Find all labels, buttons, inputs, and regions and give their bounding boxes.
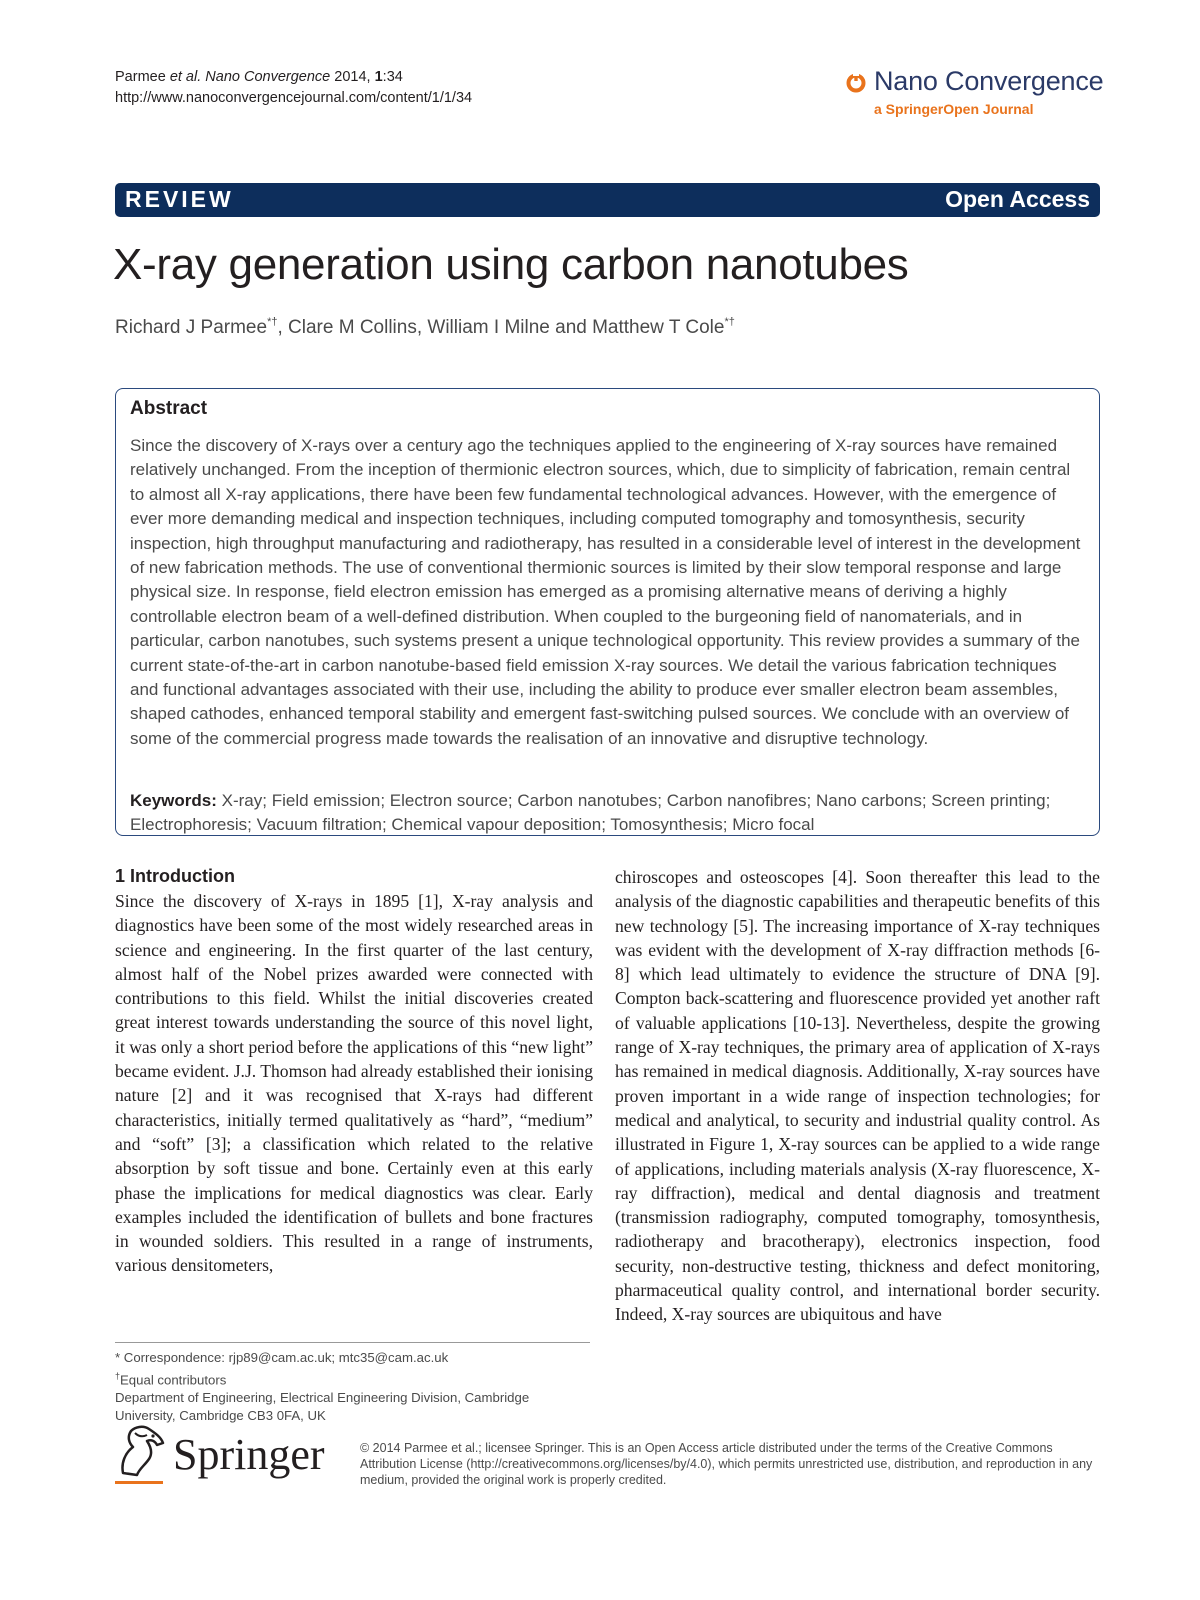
footnote-divider bbox=[115, 1342, 590, 1343]
springeropen-ring-icon bbox=[846, 73, 866, 93]
authors-middle: , Clare M Collins, William I Milne and Matthew T Cole bbox=[277, 317, 725, 338]
author-list bbox=[115, 316, 735, 339]
abstract-heading: Abstract bbox=[130, 398, 208, 419]
article-type: REVIEW bbox=[125, 186, 234, 212]
open-access-label: Open Access bbox=[945, 186, 1090, 212]
correspondence-note: * Correspondence: rjp89@cam.ac.uk; mtc35@cam.ac.uk bbox=[115, 1350, 449, 1365]
springer-wordmark: Springer bbox=[173, 1430, 325, 1479]
body-paragraph-left: Since the discovery of X-rays in 1895 [1], X-ray analysis and diagnostics have been some of the most widely researched areas in science and engineering. In the first quarter of the last century, almost half of the Nobel prizes awarded were connected with contributions to this field. Whilst the initial discoveries created great interest towards understanding the source of this novel light, it was only a short period before the applications of this “new light” became evident. J.J. Thomson had already established their ionising nature [2] and it was recognised that X-rays had different characteristics, initially termed qualitatively as “hard”, “medium” and “soft” [3]; a classification which related to the relative absorption by soft tissue and bone. Certainly even at this early phase the implications for medical diagnostics was clear. Early examples included the identification of bullets and bone fractures in wounded soldiers. This resulted in a range of instruments, various densitometers, bbox=[115, 891, 594, 1276]
abstract-box bbox=[115, 388, 1100, 836]
article-url[interactable]: http://www.nanoconvergencejournal.com/content/1/1/34 bbox=[115, 90, 473, 106]
equal-contrib-note bbox=[115, 1367, 593, 1389]
equal-contrib-text: Equal contributors bbox=[120, 1372, 227, 1388]
footnotes bbox=[115, 1349, 593, 1425]
author-1-marks: *† bbox=[267, 316, 278, 328]
springer-underline bbox=[115, 1481, 163, 1484]
keywords-label: Keywords: bbox=[130, 791, 217, 810]
equal-contrib-mark: † bbox=[115, 1371, 121, 1381]
body-column-left bbox=[115, 865, 593, 1278]
license-text: © 2014 Parmee et al.; licensee Springer. This is an Open Access article distributed under the terms of the Creative Commons Attribution License (http://creativecommons.org/licenses/by/4.0), which permits unrestricted use, distribution, and reproduction in any medium, provided the original work is properly credited. bbox=[360, 1441, 1093, 1487]
springer-logo bbox=[113, 1423, 343, 1493]
citation-block bbox=[115, 67, 472, 109]
citation-line bbox=[115, 67, 472, 88]
citation-year: 2014, bbox=[334, 69, 371, 85]
author-1[interactable]: Richard J Parmee bbox=[115, 317, 268, 338]
keywords-list: X-ray; Field emission; Electron source; Carbon nanotubes; Carbon nanofibres; Nano carbons; Screen printing; Electrophoresis; Vacuum filtration; Chemical vapour deposition; Tomosynthesis; Micro focal bbox=[130, 791, 1051, 835]
keywords bbox=[130, 789, 1087, 838]
journal-name: Nano Convergence bbox=[874, 66, 1104, 96]
article-title: X-ray generation using carbon nanotubes bbox=[113, 240, 909, 289]
author-4-marks: *† bbox=[724, 316, 735, 328]
affiliation-note: Department of Engineering, Electrical Engineering Division, Cambridge University, Cambridge CB3 0FA, UK bbox=[115, 1390, 530, 1424]
journal-subtitle: a SpringerOpen Journal bbox=[874, 101, 1034, 117]
section-heading: 1 Introduction bbox=[115, 866, 235, 886]
journal-logo bbox=[846, 66, 1104, 126]
citation-article: :34 bbox=[382, 69, 403, 85]
body-paragraph-right: chiroscopes and osteoscopes [4]. Soon thereafter this lead to the analysis of the diagnostic capabilities and therapeutic benefits of this new technology [5]. The increasing importance of X-ray techniques was evident with the development of X-ray diffraction methods [6-8] which lead ultimately to evidence the structure of DNA [9]. Compton back-scattering and fluorescence provided yet another raft of valuable applications [10-13]. Nevertheless, despite the growing range of X-ray techniques, the primary area of application of X-rays has remained in medical diagnosis. Additionally, X-ray sources have proven important in a wide range of inspection technologies; for medical and analytical, to security and industrial quality control. As illustrated in Figure 1, X-ray sources can be applied to a wide range of applications, including materials analysis (X-ray fluorescence, X-ray diffraction), medical and dental diagnosis and treatment (transmission radiography, computed tomography, tomosynthesis, radiotherapy and bracotherapy), electronics inspection, food security, non-destructive testing, thickness and defect monitoring, pharmaceutical quality control, and international border security. Indeed, X-ray sources are ubiquitous and have bbox=[615, 867, 1100, 1325]
citation-authors: Parmee bbox=[115, 69, 166, 85]
citation-etal: et al. bbox=[169, 69, 202, 85]
article-type-banner bbox=[115, 183, 1100, 217]
citation-volume: 1 bbox=[374, 69, 383, 85]
citation-journal: Nano Convergence bbox=[205, 69, 331, 85]
abstract-text: Since the discovery of X-rays over a century ago the techniques applied to the engineering of X-ray sources have remained relatively unchanged. From the inception of thermionic electron sources, which, due to simplicity of fabrication, remain central to almost all X-ray applications, there have been few fundamental technological advances. However, with the emergence of ever more demanding medical and inspection techniques, including computed tomography and tomosynthesis, security inspection, high throughput manufacturing and radiotherapy, has resulted in a considerable level of interest in the development of new fabrication methods. The use of conventional thermionic sources is limited by their slow temporal response and large physical size. In response, field electron emission has emerged as a promising alternative means of deriving a highly controllable electron beam of a well-defined distribution. When coupled to the burgeoning field of nanomaterials, and in particular, carbon nanotubes, such systems present a unique technological opportunity. This review provides a summary of the current state-of-the-art in carbon nanotube-based field emission X-ray sources. We detail the various fabrication techniques and functional advantages associated with their use, including the ability to produce ever smaller electron beam assembles, shaped cathodes, enhanced temporal stability and emergent fast-switching pulsed sources. We conclude with an overview of some of the commercial progress made towards the realisation of an innovative and disruptive technology. bbox=[130, 436, 1081, 748]
springer-horse-icon bbox=[113, 1423, 167, 1479]
